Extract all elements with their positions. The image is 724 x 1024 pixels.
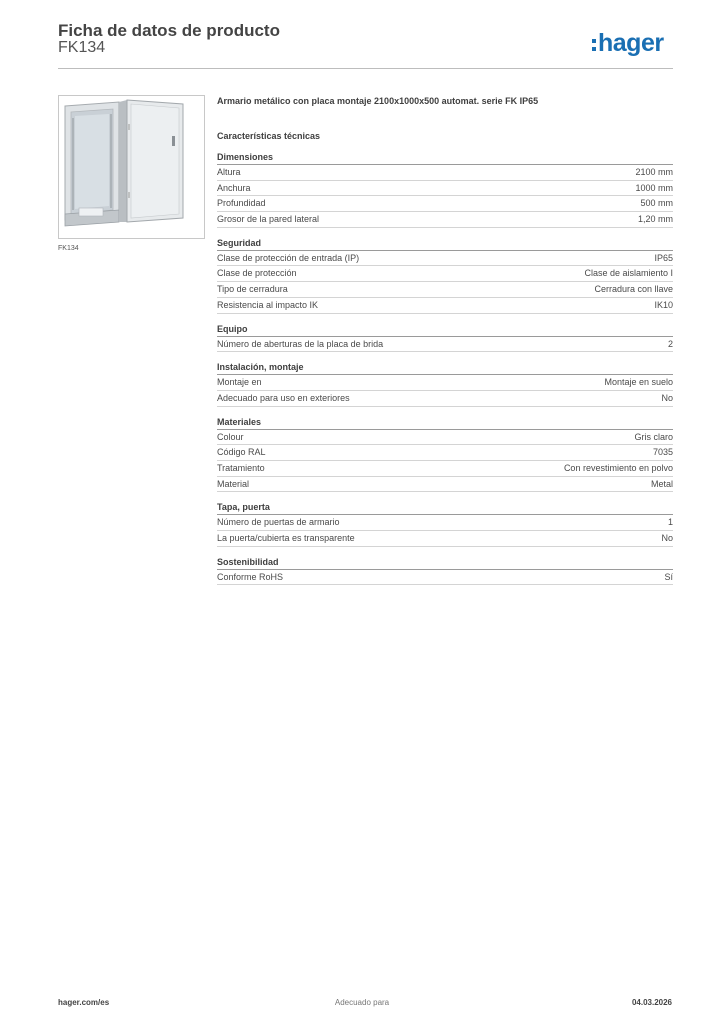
spec-row [217,337,673,353]
section-heading: Características técnicas [217,131,321,141]
spec-label: Número de aberturas de la placa de brida [217,338,384,349]
spec-group [217,417,673,493]
spec-row [217,251,673,267]
spec-row [217,196,673,212]
spec-group-title: Equipo [217,324,673,337]
spec-row [217,165,673,181]
spec-value: No [661,392,673,403]
spec-label: Material [217,478,250,489]
spec-value: 2100 mm [635,167,673,177]
spec-label: Anchura [217,182,251,193]
spec-group [217,324,673,353]
spec-group-title: Seguridad [217,238,673,251]
spec-value: 1 [667,517,673,528]
product-image [58,95,205,239]
spec-row [217,391,673,407]
image-caption: FK134 [58,245,79,252]
spec-label: Grosor de la pared lateral [217,214,320,225]
spec-label: Profundidad [217,198,266,209]
spec-label: Clase de protección de entrada (IP) [217,252,360,263]
spec-group [217,362,673,406]
spec-row [217,477,673,493]
header-divider [58,68,673,69]
spec-content [217,95,673,585]
product-code: FK134 [58,39,106,56]
spec-group [217,502,673,546]
spec-label: Número de puertas de armario [217,517,340,528]
spec-label: Resistencia al impacto IK [217,299,319,310]
logo-wordmark: hager [598,29,664,57]
product-description: Armario metálico con placa montaje 2100x1000x500 automat. serie FK IP65 [217,96,539,106]
spec-row [217,430,673,446]
spec-value: Cerradura con llave [594,284,673,295]
spec-group-title: Instalación, montaje [217,362,673,375]
page-title: Ficha de datos de producto [58,21,280,40]
spec-label: Montaje en [217,377,262,388]
spec-value: Metal [650,478,673,489]
hager-logo [592,28,664,58]
logo-dots [592,39,596,51]
spec-group [217,238,673,314]
spec-row [217,282,673,298]
spec-value: 7035 [652,447,673,458]
spec-value: Montaje en suelo [604,377,673,388]
footer-website: hager.com/es [58,998,110,1007]
spec-value: Gris claro [634,431,673,442]
spec-group-title: Dimensiones [217,152,673,165]
spec-row [217,181,673,197]
spec-row [217,298,673,314]
footer-date: 04.03.2026 [631,998,672,1007]
spec-row [217,515,673,531]
spec-group [217,557,673,586]
spec-row [217,531,673,547]
spec-label: Altura [217,167,241,177]
spec-groups [217,152,673,585]
spec-value: 1,20 mm [637,214,673,225]
spec-value: IP65 [654,252,673,263]
footer-center: Adecuado para [334,998,390,1007]
spec-group-title: Sostenibilidad [217,557,673,570]
spec-label: Colour [217,431,244,442]
cabinet-illustration [59,96,204,238]
spec-row [217,570,673,586]
spec-row [217,266,673,282]
spec-label: Adecuado para uso en exteriores [217,392,350,403]
spec-group-title: Tapa, puerta [217,502,673,515]
spec-value: Clase de aislamiento I [584,268,673,279]
spec-row [217,212,673,228]
spec-row [217,375,673,391]
spec-row [217,461,673,477]
spec-label: La puerta/cubierta es transparente [217,533,355,543]
spec-label: Tratamiento [217,462,265,473]
spec-value: IK10 [654,299,673,310]
spec-value: Sí [664,571,673,582]
spec-row [217,445,673,461]
spec-label: Código RAL [217,447,266,458]
spec-label: Conforme RoHS [217,571,284,582]
spec-label: Tipo de cerradura [217,284,288,295]
spec-value: No [661,533,673,543]
spec-value: 2 [667,338,673,349]
spec-group-title: Materiales [217,417,673,430]
spec-value: 500 mm [640,198,673,209]
spec-label: Clase de protección [217,268,297,279]
spec-value: 1000 mm [635,182,673,193]
spec-value: Con revestimiento en polvo [563,462,673,473]
spec-group [217,152,673,228]
